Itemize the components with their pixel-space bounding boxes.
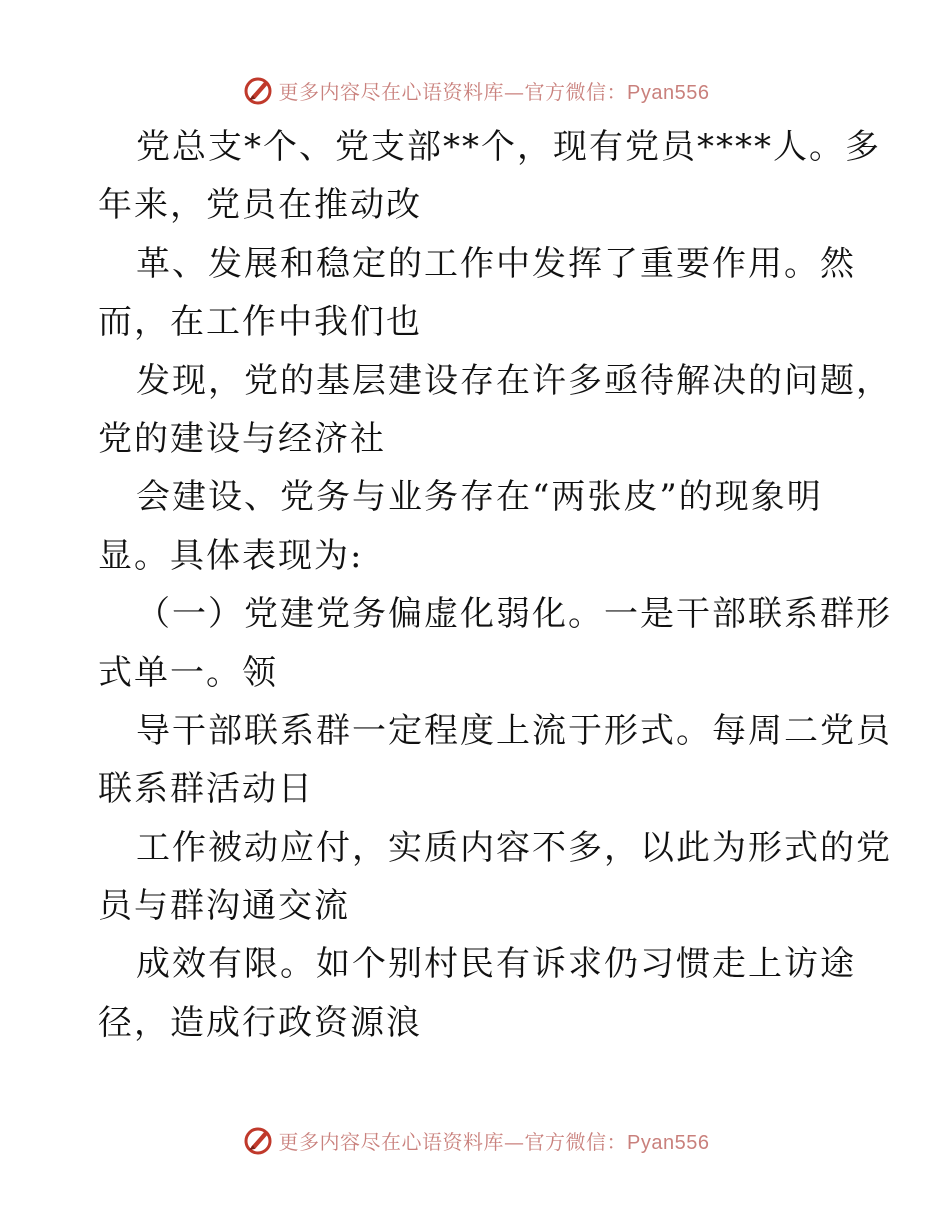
document-body bbox=[98, 118, 892, 1052]
body-line: 会建设、党务与业务存在“两张皮”的现象明 bbox=[136, 477, 823, 518]
body-line: 发现，党的基层建设存在许多亟待解决的问题， bbox=[136, 360, 892, 401]
body-line: 员与群沟通交流 bbox=[98, 886, 350, 927]
pen-logo-icon bbox=[241, 1123, 275, 1157]
header-watermark-banner bbox=[0, 70, 950, 110]
body-line: 党的建设与经济社 bbox=[98, 418, 386, 459]
body-line: 式单一。领 bbox=[98, 652, 278, 693]
body-line: 而，在工作中我们也 bbox=[98, 302, 422, 343]
body-line: 成效有限。如个别村民有诉求仍习惯走上访途 bbox=[136, 944, 856, 985]
footer-watermark-banner bbox=[0, 1120, 950, 1160]
body-line: 导干部联系群一定程度上流于形式。每周二党员 bbox=[136, 710, 892, 751]
footer-watermark-text: 更多内容尽在心语资料库—官方微信：Pyan556 bbox=[278, 1129, 710, 1154]
header-watermark-text: 更多内容尽在心语资料库—官方微信：Pyan556 bbox=[278, 79, 710, 104]
pen-logo-icon bbox=[241, 73, 275, 107]
body-line: 径，造成行政资源浪 bbox=[98, 1002, 422, 1043]
body-line: 党总支*个、党支部**个，现有党员****人。多 bbox=[136, 127, 881, 167]
body-line: 联系群活动日 bbox=[98, 769, 314, 810]
body-line: 显。具体表现为: bbox=[98, 535, 364, 576]
body-line: 工作被动应付，实质内容不多，以此为形式的党 bbox=[136, 827, 892, 868]
body-line: 革、发展和稳定的工作中发挥了重要作用。然 bbox=[136, 243, 856, 284]
body-line: （一）党建党务偏虚化弱化。一是干部联系群形 bbox=[136, 594, 892, 635]
body-line: 年来，党员在推动改 bbox=[98, 185, 422, 226]
